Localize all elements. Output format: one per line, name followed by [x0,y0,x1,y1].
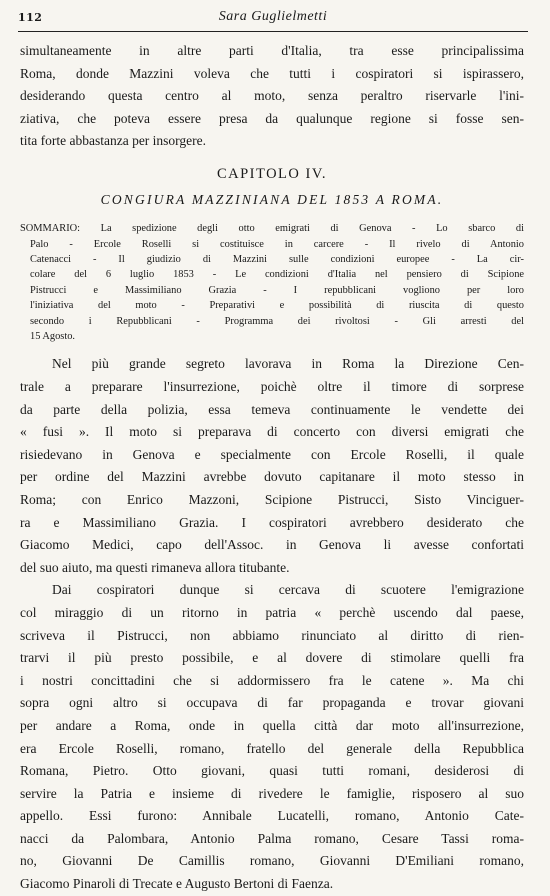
text-line: col miraggio di un ritorno in patria « perchè uscendo dal paese, [20,604,524,620]
text-line: sopra ogni altro si occupava di far propaganda e trovar giovani [20,695,524,711]
chapter-number: CAPITOLO IV. [216,165,328,182]
running-title: Sara Guglielmetti [218,9,328,24]
text-line: no, Giovanni De Camillis romano, Giovanni D'Emiliani romano, [20,853,524,869]
summary-line: colare del 6 luglio 1853 - Le condizioni d'Italia nel pensiero di Scipione [30,269,524,281]
text-line: desiderando questa centro al moto, senza peraltro riservarle l'ini- [20,88,524,104]
text-line: appello. Essi furono: Annibale Lucatelli, romano, Antonio Cate- [20,808,524,824]
text-line: era Ercole Roselli, romano, fratello del generale della Repubblica [20,740,524,756]
text-line: del suo aiuto, ma questi rimaneva allora titubante. [20,559,290,575]
text-line: Nel più grande segreto lavorava in Roma la Direzione Cen- [52,356,524,372]
text-line: da parte della polizia, essa temeva continuamente le vendette dei [20,401,524,417]
text-line: scriveva il Pistrucci, non abbiamo rinunciato al diritto di rien- [20,627,524,643]
text-line: i nostri concittadini che si addormissero fra le catene ». Ma chi [20,672,524,688]
text-line: ra e Massimiliano Grazia. I cospiratori avrebbero desiderato che [20,514,524,530]
summary-line: SOMMARIO: La spedizione degli otto emigrati di Genova - Lo sbarco di [20,223,524,235]
text-line: trale a preparare l'insurrezione, poichè oltre il timore di sorprese [20,379,524,394]
page-body [20,40,524,896]
summary-line: l'iniziativa del moto - Preparativi e possibilità di riuscita di questo [30,300,524,312]
text-line: nacci da Palombara, Antonio Palma romano, Cesare Tassi roma- [20,830,524,846]
text-line: « fusi ». Il moto si preparava di concerto con diversi emigrati che [20,424,524,440]
text-line: trarvi il più presto possibile, e al dovere di stimolare quelli fra [20,650,524,666]
chapter-title: CONGIURA MAZZINIANA DEL 1853 A ROMA. [100,191,444,207]
summary-line: 15 Agosto. [30,331,76,342]
text-line: Roma, donde Mazzini voleva che tutti i cospiratori si ispirassero, [20,65,524,81]
paragraph-1 [20,353,524,579]
text-line: per ordine del Mazzini avrebbe dovuto capitanare il moto stesso in [20,469,524,485]
summary-line: Palo - Ercole Roselli si costituisce in carcere - Il rivelo di Antonio [30,238,524,250]
text-line: ziativa, che poteva essere presa da qualunque regione si fosse sen- [20,110,524,126]
text-line: risiedevano in Genova e specialmente con Ercole Roselli, il quale [20,446,524,462]
text-line: Giacomo Pinaroli di Trecate e Augusto Bertoni di Faenza. [20,876,334,892]
summary-line: Catenacci - Il giudizio di Mazzini sulle condizioni europee - La cir- [30,253,524,265]
text-line: simultaneamente in altre parti d'Italia, tra esse principalissima [20,43,524,58]
intro-paragraph [20,40,524,153]
text-line: Roma; con Enrico Mazzoni, Scipione Pistrucci, Sisto Vinciguer- [20,491,524,507]
text-line: Dai cospiratori dunque si cercava di scuotere l'emigrazione [52,582,524,598]
paragraph-2 [20,579,524,895]
text-line: Romana, Pietro. Otto giovani, quasi tutti romani, desiderosi di [20,763,524,779]
text-line: tita forte abbastanza per insorgere. [20,133,207,149]
page-header [18,9,528,32]
text-line: per andare a Roma, onde in quella città dar moto all'insurrezione, [20,717,524,733]
text-line: Giacomo Medici, capo dell'Assoc. in Genova li avesse confortati [20,537,524,553]
text-line: servire la Patria e insieme di rivedere le famiglie, risposero al suo [20,785,524,801]
page-number: 112 [18,11,43,24]
chapter-summary [20,221,524,344]
summary-line: Pistrucci e Massimiliano Grazia - I repubblicani vogliono per loro [30,284,524,296]
summary-line: secondo i Repubblicani - Programma dei rivoltosi - Gli arresti del [30,315,524,327]
